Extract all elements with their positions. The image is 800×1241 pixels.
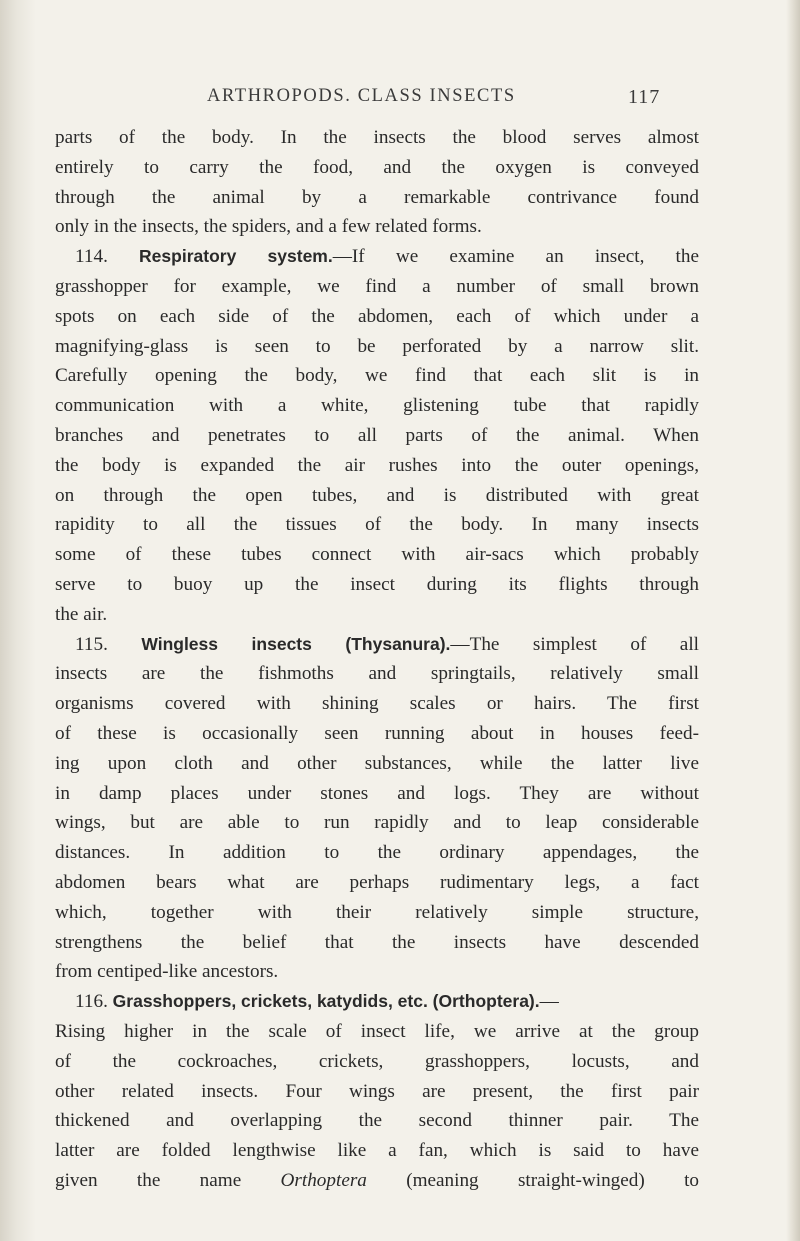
- text-line: [55, 630, 699, 660]
- text-line: [55, 689, 699, 719]
- italic-term: Orthoptera: [280, 1169, 367, 1191]
- text-line: [55, 272, 699, 302]
- text-run: (meaning straight-winged) to: [366, 1169, 699, 1191]
- text-line: [55, 540, 699, 570]
- text-line: [55, 242, 699, 272]
- text-line: [55, 898, 699, 928]
- text-line: [55, 570, 699, 600]
- text-line: [55, 1136, 699, 1166]
- text-line: [55, 451, 699, 481]
- text-run: 115.: [75, 633, 142, 655]
- text-run: parts of the body. In the insects the blood serves almost: [55, 127, 699, 148]
- text-line: [55, 957, 699, 987]
- body-text: [55, 123, 699, 1196]
- page-number: 117: [628, 86, 661, 108]
- text-line: [55, 1077, 699, 1107]
- text-line: [55, 183, 699, 213]
- text-run: distances. In addition to the ordinary appendages, the: [55, 842, 699, 864]
- text-line: [55, 1166, 699, 1196]
- text-run: given the name: [55, 1169, 281, 1191]
- text-run: —If we examine an insect, the: [332, 246, 699, 268]
- text-line: [55, 1017, 699, 1047]
- text-line: [55, 838, 699, 868]
- text-run: spots on each side of the abdomen, each of which under a: [55, 305, 699, 327]
- text-run: grasshopper for example, we find a number of small brown: [55, 275, 699, 297]
- text-run: of these is occasionally seen running about in houses feed-: [55, 722, 699, 744]
- running-title: ARTHROPODS. CLASS INSECTS: [207, 86, 516, 106]
- text-run: other related insects. Four wings are present, the first pair: [55, 1080, 699, 1102]
- text-run: on through the open tubes, and is distributed with great: [55, 484, 699, 506]
- text-line: [55, 928, 699, 958]
- text-line: [55, 153, 699, 183]
- section-heading: Wingless insects (Thysanura).: [141, 633, 451, 654]
- text-run: branches and penetrates to all parts of the animal. When: [55, 424, 699, 446]
- text-run: 114.: [75, 246, 140, 268]
- text-run: some of these tubes connect with air-sacs which probably: [55, 544, 699, 566]
- text-line: [55, 421, 699, 451]
- text-line: [55, 1106, 699, 1136]
- text-line: [55, 868, 699, 898]
- text-line: [55, 719, 699, 749]
- text-line: [55, 302, 699, 332]
- text-run: rapidity to all the tissues of the body. In many insects: [55, 514, 699, 536]
- text-run: —: [539, 991, 559, 1013]
- text-run: thickened and overlapping the second thinner pair. The: [55, 1110, 699, 1132]
- text-line: [55, 600, 699, 630]
- section-heading: Respiratory system.: [139, 246, 333, 267]
- text-run: organisms covered with shining scales or hairs. The first: [55, 693, 699, 715]
- text-line: [55, 779, 699, 809]
- text-line: [55, 510, 699, 540]
- text-line: [55, 1047, 699, 1077]
- running-head: [0, 86, 800, 116]
- text-run: 116.: [75, 991, 113, 1013]
- text-run: from centiped-like ancestors.: [55, 961, 279, 983]
- text-run: the body is expanded the air rushes into the outer openings,: [55, 454, 699, 476]
- text-line: [55, 212, 699, 242]
- text-line: [55, 659, 699, 689]
- text-run: which, together with their relatively simple structure,: [55, 901, 699, 923]
- text-run: Rising higher in the scale of insect life, we arrive at the group: [55, 1020, 699, 1042]
- text-run: strengthens the belief that the insects have descended: [55, 931, 699, 953]
- text-line: [55, 332, 699, 362]
- text-run: the air.: [55, 603, 108, 625]
- text-line: [55, 361, 699, 391]
- text-run: ing upon cloth and other substances, while the latter live: [55, 752, 699, 774]
- text-run: abdomen bears what are perhaps rudimentary legs, a fact: [55, 871, 699, 893]
- text-line: [55, 391, 699, 421]
- section-heading: Grasshoppers, crickets, katydids, etc. (Orthoptera).: [112, 991, 540, 1012]
- text-line: [55, 808, 699, 838]
- text-run: Carefully opening the body, we find that each slit is in: [55, 365, 699, 387]
- text-run: in damp places under stones and logs. They are without: [55, 782, 699, 804]
- text-run: insects are the fishmoths and springtails, relatively small: [55, 663, 699, 685]
- text-run: —The simplest of all: [450, 633, 699, 655]
- text-run: through the animal by a remarkable contrivance found: [55, 186, 699, 208]
- text-line: [55, 123, 699, 153]
- text-run: of the cockroaches, crickets, grasshoppers, locusts, and: [55, 1050, 699, 1072]
- text-run: magnifying-glass is seen to be perforated by a narrow slit.: [55, 335, 699, 357]
- text-run: latter are folded lengthwise like a fan, which is said to have: [55, 1140, 699, 1162]
- text-run: only in the insects, the spiders, and a few related forms.: [55, 216, 482, 238]
- text-run: wings, but are able to run rapidly and to leap considerable: [55, 812, 699, 834]
- text-run: serve to buoy up the insect during its flights through: [55, 573, 699, 595]
- text-run: entirely to carry the food, and the oxygen is conveyed: [55, 156, 699, 178]
- text-line: [55, 749, 699, 779]
- text-line: [55, 481, 699, 511]
- text-line: [55, 987, 699, 1017]
- text-run: communication with a white, glistening tube that rapidly: [55, 395, 699, 417]
